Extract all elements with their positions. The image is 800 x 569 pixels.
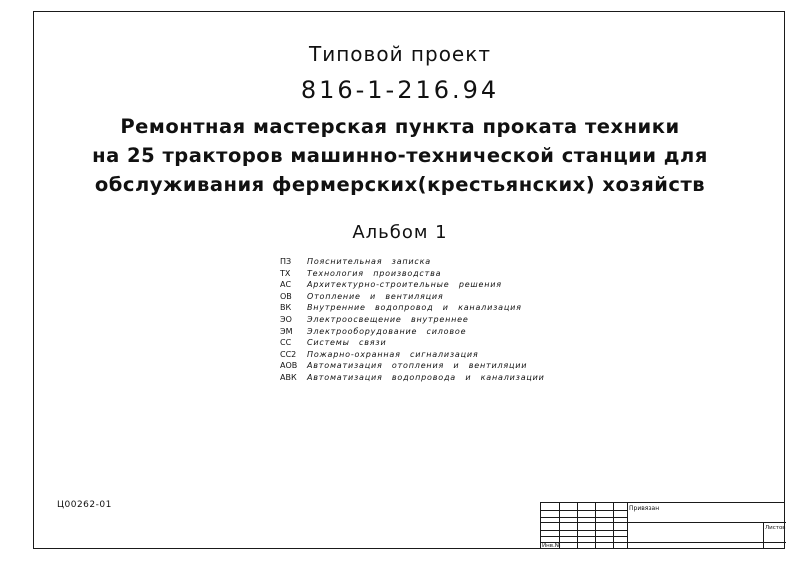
stamp-attached-label: Привязан: [629, 505, 660, 512]
section-description: Технология производства: [307, 268, 442, 278]
archive-code: Ц00262-01: [57, 500, 112, 510]
list-item: [280, 279, 545, 291]
stamp-sheets-label: Листов: [765, 525, 786, 531]
project-number: 816-1-216.94: [300, 76, 500, 104]
stamp-divider: [541, 517, 627, 518]
section-description: Пожарно-охранная сигнализация: [307, 349, 479, 359]
list-item: [280, 268, 545, 280]
section-description: Электрооборудование силовое: [307, 326, 467, 336]
stamp-divider: [541, 522, 786, 523]
section-code: ТХ: [280, 268, 291, 278]
title-line-3: обслуживания фермерских(крестьянских) хозяйств: [94, 173, 706, 196]
section-description: Пояснительная записка: [307, 257, 431, 266]
section-code: ОВ: [280, 291, 292, 301]
stamp-divider: [541, 510, 627, 511]
list-item: [280, 291, 545, 303]
stamp-divider: [763, 522, 764, 549]
section-description: Автоматизация отопления и вентиляции: [307, 361, 528, 371]
section-description: Системы связи: [307, 338, 387, 348]
section-code: ЭО: [280, 314, 292, 324]
list-item: [280, 256, 545, 268]
list-item: [280, 337, 545, 349]
section-code: АВК: [280, 372, 297, 382]
section-code: СС2: [280, 349, 297, 359]
stamp-divider: [541, 530, 627, 531]
main-title: [70, 112, 730, 199]
title-line-2: на 25 тракторов машинно-технической станции для: [92, 144, 708, 167]
stamp-inventory-label: Инв.№: [542, 543, 561, 549]
list-item: [280, 326, 545, 338]
section-code: СС: [280, 338, 292, 348]
contents-list: [280, 256, 545, 384]
list-item: [280, 302, 545, 314]
list-item: [280, 372, 545, 384]
list-item: [280, 349, 545, 361]
title-line-1: Ремонтная мастерская пункта проката техники: [120, 115, 680, 138]
album-label: Альбом 1: [352, 222, 448, 243]
section-description: Электроосвещение внутреннее: [307, 314, 469, 324]
section-description: Автоматизация водопровода и канализации: [307, 372, 545, 382]
list-item: [280, 314, 545, 326]
section-description: Отопление и вентиляция: [307, 291, 444, 301]
section-description: Внутренние водопровод и канализация: [307, 303, 522, 313]
stamp-divider: [541, 542, 786, 543]
section-code: АОВ: [280, 361, 298, 371]
section-description: Архитектурно-строительные решения: [307, 280, 502, 290]
typical-project-label: Типовой проект: [309, 42, 491, 66]
title-stamp: [540, 502, 785, 549]
section-code: ПЗ: [280, 257, 292, 266]
section-code: АС: [280, 280, 292, 290]
list-item: [280, 360, 545, 372]
stamp-divider: [541, 536, 627, 537]
section-code: ЭМ: [280, 326, 293, 336]
section-code: ВК: [280, 303, 292, 313]
